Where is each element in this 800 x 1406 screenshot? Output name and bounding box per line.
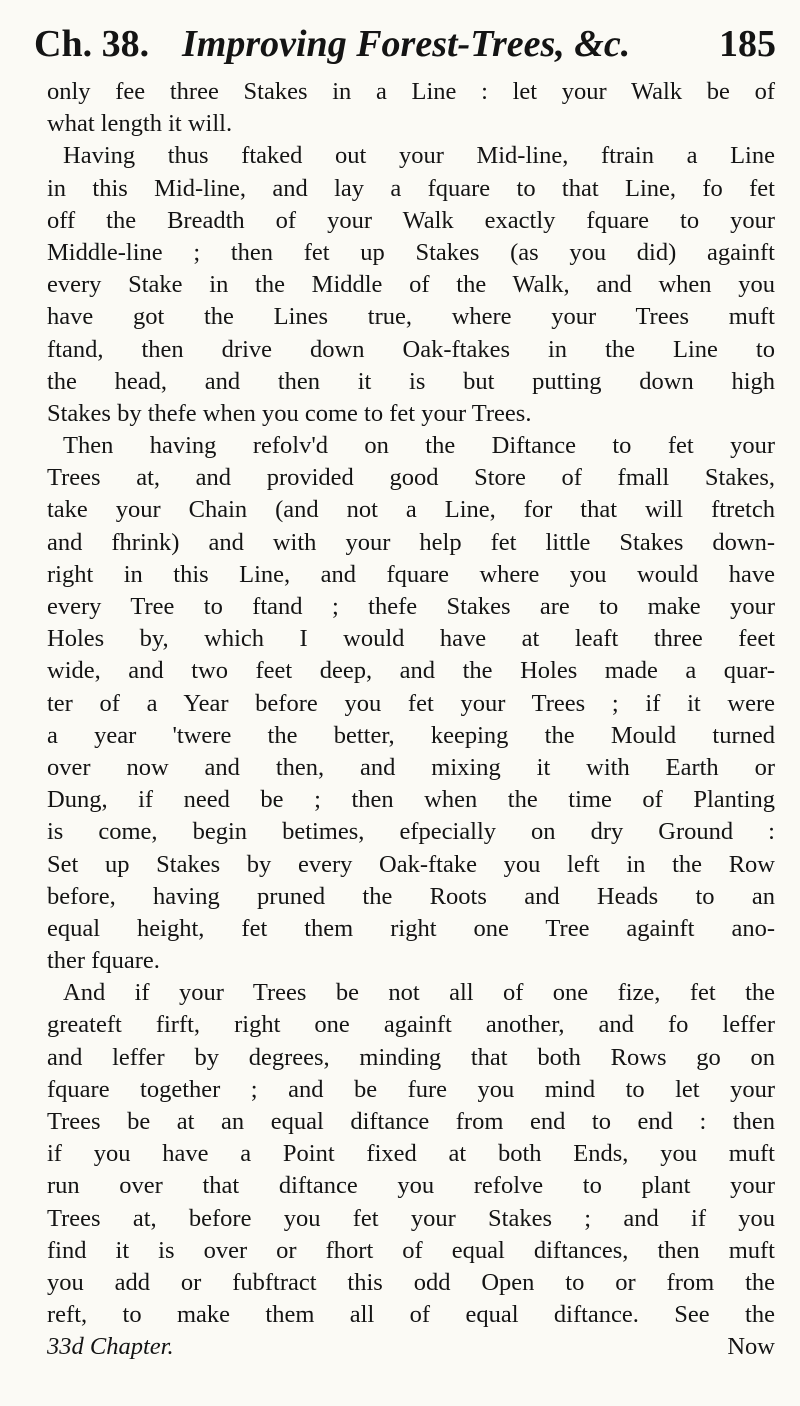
text-line: what length it will. bbox=[47, 110, 233, 138]
text-line: Dung, if need be ; then when the time of Planting bbox=[47, 786, 775, 814]
text-line: And if your Trees be not all of one fize, fet the bbox=[63, 979, 775, 1007]
text-line: over now and then, and mixing it with Earth or bbox=[47, 753, 775, 781]
text-line: is come, begin betimes, efpecially on dry Ground : bbox=[47, 818, 775, 846]
text-line: Trees at, and provided good Store of fmall Stakes, bbox=[47, 464, 775, 492]
text-line: ter of a Year before you fet your Trees ; if it were bbox=[47, 689, 775, 717]
text-line: a year 'twere the better, keeping the Mould turned bbox=[47, 721, 775, 749]
text-line: wide, and two feet deep, and the Holes made a quar- bbox=[47, 657, 775, 685]
text-line: reft, to make them all of equal diftance. See the bbox=[47, 1301, 775, 1329]
text-line: Set up Stakes by every Oak-ftake you left in the Row bbox=[47, 850, 775, 878]
text-line: every Tree to ftand ; thefe Stakes are to make your bbox=[47, 593, 775, 620]
text-line: run over that diftance you refolve to plant your bbox=[47, 1172, 775, 1200]
footer-line bbox=[47, 1331, 775, 1363]
text-line: Middle-line ; then fet up Stakes (as you did) againft bbox=[47, 238, 775, 266]
running-head bbox=[34, 14, 776, 74]
text-line: take your Chain (and not a Line, for that will ftretch bbox=[47, 496, 775, 524]
chapter-number: Ch. 38. bbox=[34, 23, 150, 65]
text-line: and fhrink) and with your help fet little Stakes down- bbox=[47, 528, 775, 556]
text-line: and leffer by degrees, minding that both Rows go on bbox=[47, 1043, 775, 1071]
text-line: greateft firft, right one againft another, and fo leffer bbox=[47, 1011, 775, 1039]
text-line: the head, and then it is but putting down high bbox=[47, 367, 775, 395]
text-line: before, having pruned the Roots and Heads to an bbox=[47, 882, 775, 910]
text-line: right in this Line, and fquare where you would have bbox=[47, 560, 775, 588]
text-line: have got the Lines true, where your Trees muft bbox=[47, 303, 775, 331]
text-line: only fee three Stakes in a Line : let your Walk be of bbox=[47, 78, 775, 105]
catchword: Now bbox=[727, 1333, 775, 1361]
text-line: off the Breadth of your Walk exactly fquare to your bbox=[47, 206, 775, 234]
text-line: every Stake in the Middle of the Walk, and when you bbox=[47, 271, 775, 299]
body-text bbox=[47, 76, 775, 1364]
text-line: equal height, fet them right one Tree againft ano- bbox=[47, 914, 775, 942]
text-line: fquare together ; and be fure you mind to let your bbox=[47, 1075, 775, 1103]
text-line: Trees be at an equal diftance from end to end : then bbox=[47, 1108, 775, 1135]
text-line: Trees at, before you fet your Stakes ; and if you bbox=[47, 1204, 775, 1232]
text-line: if you have a Point fixed at both Ends, you muft bbox=[47, 1140, 775, 1168]
text-line: ther fquare. bbox=[47, 947, 160, 975]
text-line: Holes by, which I would have at leaft three feet bbox=[47, 625, 775, 653]
text-line: Then having refolv'd on the Diftance to fet your bbox=[63, 432, 775, 460]
text-line: in this Mid-line, and lay a fquare to that Line, fo fet bbox=[47, 174, 775, 202]
chapter-reference: 33d Chapter. bbox=[47, 1333, 174, 1361]
running-title: Improving Forest-Trees, &c. bbox=[182, 23, 631, 65]
text-line: ftand, then drive down Oak-ftakes in the Line to bbox=[47, 335, 775, 363]
text-line: Stakes by thefe when you come to fet your Trees. bbox=[47, 399, 532, 427]
text-line: find it is over or fhort of equal diftances, then muft bbox=[47, 1236, 775, 1264]
text-line: you add or fubftract this odd Open to or from the bbox=[47, 1268, 775, 1296]
text-line: Having thus ftaked out your Mid-line, ftrain a Line bbox=[63, 142, 775, 170]
page-number: 185 bbox=[719, 23, 776, 65]
